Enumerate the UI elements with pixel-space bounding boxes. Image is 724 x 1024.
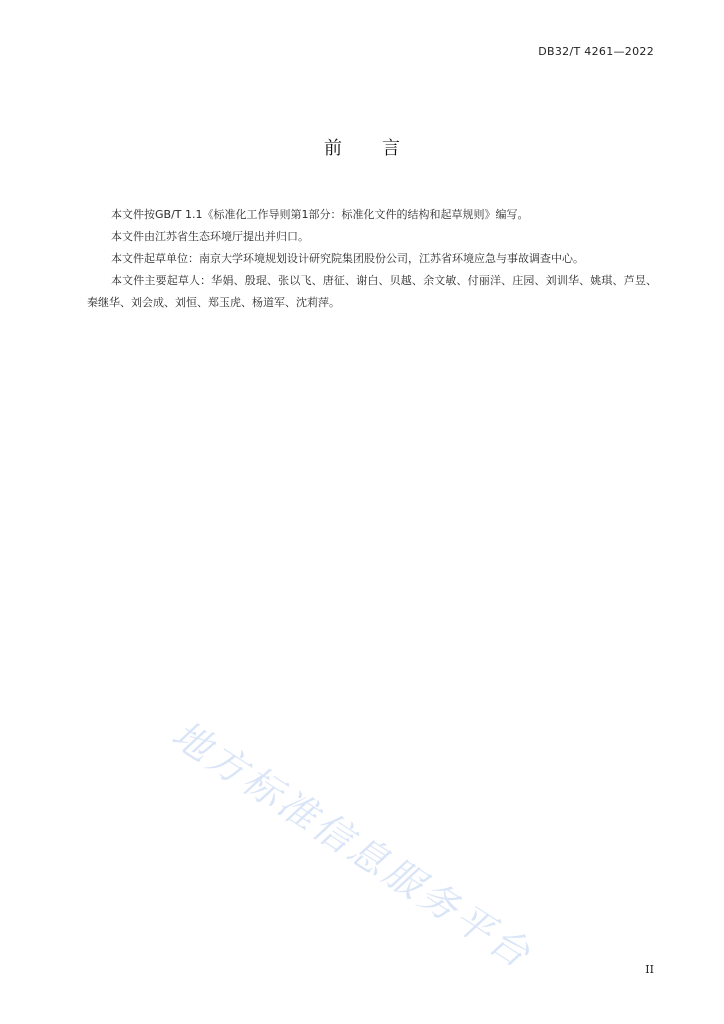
watermark: 地方标准信息服务平台 bbox=[164, 711, 541, 978]
foreword-body bbox=[87, 204, 657, 314]
paragraph-drafters: 本文件主要起草人：华娟、殷琨、张以飞、唐征、谢白、贝越、余文敏、付丽洋、庄园、刘训华、姚琪、芦昱、秦继华、刘会成、刘恒、郑玉虎、杨道军、沈莉萍。 bbox=[87, 274, 657, 309]
paragraph-drafting-rules: 本文件按GB/T 1.1《标准化工作导则第1部分：标准化文件的结构和起草规则》编写。 bbox=[111, 208, 529, 221]
document-code: DB32/T 4261—2022 bbox=[538, 45, 654, 58]
paragraph-proposer: 本文件由江苏省生态环境厅提出并归口。 bbox=[111, 230, 309, 243]
page-number: II bbox=[645, 963, 654, 976]
page-title: 前言 bbox=[324, 138, 440, 159]
paragraph-drafting-units: 本文件起草单位：南京大学环境规划设计研究院集团股份公司，江苏省环境应急与事故调查中心。 bbox=[111, 252, 584, 265]
